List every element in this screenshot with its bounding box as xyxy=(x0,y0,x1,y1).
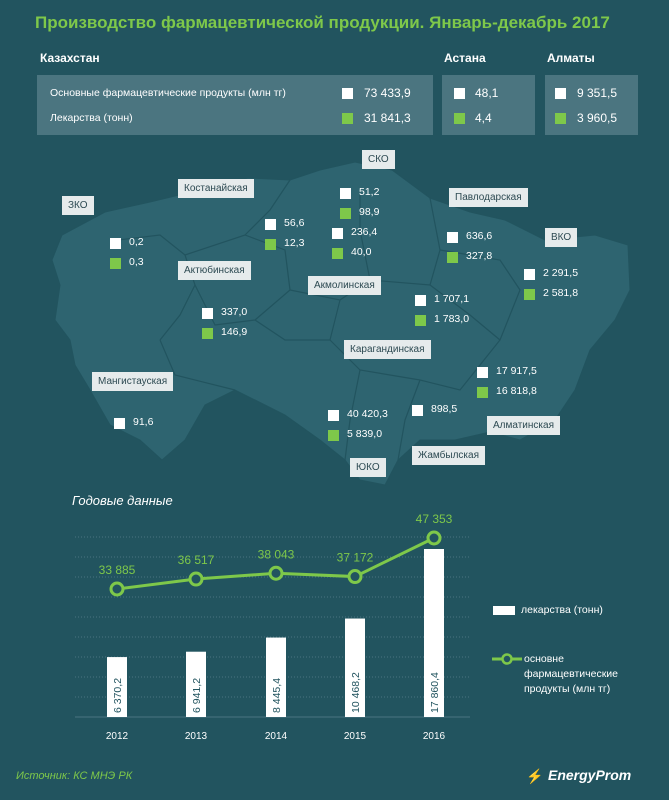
x-tick-label: 2014 xyxy=(264,731,288,742)
region-green-value: 12,3 xyxy=(284,237,305,249)
region-label-sko: СКО xyxy=(362,150,395,169)
region-label-kostanay: Костанайская xyxy=(178,179,254,198)
x-tick-label: 2012 xyxy=(105,731,129,742)
region-label-akmola: Акмолинская xyxy=(308,276,381,295)
green-marker xyxy=(340,208,351,219)
lightning-icon: ⚡ xyxy=(526,768,544,784)
green-marker xyxy=(332,248,343,259)
kz-row-label-medicines: Лекарства (тонн) xyxy=(50,112,133,124)
source-note: Источник: КС МНЭ РК xyxy=(16,770,133,782)
legend-line-label-2: фармацевтические xyxy=(524,668,618,680)
white-marker xyxy=(340,188,351,199)
region-white-value: 91,6 xyxy=(133,416,154,428)
x-tick-label: 2013 xyxy=(184,731,208,742)
line-point xyxy=(190,573,202,585)
line-point xyxy=(111,583,123,595)
region-green-value: 16 818,8 xyxy=(496,385,537,397)
almaty-products-value: 9 351,5 xyxy=(577,86,618,100)
region-label-zko: ЗКО xyxy=(62,196,94,215)
almaty-medicines-value: 3 960,5 xyxy=(577,111,618,125)
white-marker xyxy=(447,232,458,243)
white-marker xyxy=(412,405,423,416)
green-marker xyxy=(110,258,121,269)
region-green-value: 146,9 xyxy=(221,326,248,338)
line-point xyxy=(270,567,282,579)
white-marker xyxy=(328,410,339,421)
legend-line-label-1: основне xyxy=(524,653,564,665)
white-marker xyxy=(454,88,465,99)
line-value-label: 36 517 xyxy=(177,553,215,568)
region-label-mangystau: Мангистауская xyxy=(92,372,173,391)
region-label-karaganda: Карагандинская xyxy=(344,340,431,359)
region-white-value: 236,4 xyxy=(351,226,378,238)
astana-medicines-value: 4,4 xyxy=(475,111,492,125)
kz-row-label-products: Основные фармацевтические продукты (млн тг) xyxy=(50,87,286,99)
region-green-value: 2 581,8 xyxy=(543,287,579,299)
white-marker xyxy=(477,367,488,378)
line-point xyxy=(428,532,440,544)
legend-line-swatch xyxy=(490,652,524,666)
region-white-value: 0,2 xyxy=(129,236,144,248)
line-point xyxy=(349,571,361,583)
green-marker xyxy=(454,113,465,124)
white-marker xyxy=(202,308,213,319)
legend-line-label-3: продукты (млн тг) xyxy=(524,683,611,695)
bar-value-label: 6 370,2 xyxy=(112,677,124,713)
x-tick-label: 2016 xyxy=(422,731,446,742)
bar-value-label: 17 860,4 xyxy=(429,672,441,713)
region-label-almaty-obl: Алматинская xyxy=(487,416,560,435)
white-marker xyxy=(342,88,353,99)
region-white-value: 1 707,1 xyxy=(434,293,470,305)
region-green-value: 40,0 xyxy=(351,246,372,258)
astana-header: Астана xyxy=(444,51,486,65)
white-marker xyxy=(555,88,566,99)
region-green-value: 1 783,0 xyxy=(434,313,470,325)
region-white-value: 337,0 xyxy=(221,306,248,318)
line-value-label: 47 353 xyxy=(415,512,453,526)
line-value-label: 37 172 xyxy=(336,550,374,565)
green-marker xyxy=(477,387,488,398)
green-marker xyxy=(555,113,566,124)
white-marker xyxy=(110,238,121,249)
kz-medicines-value: 31 841,3 xyxy=(364,111,411,125)
region-label-yuko: ЮКО xyxy=(350,458,386,477)
region-green-value: 327,8 xyxy=(466,250,493,262)
region-green-value: 98,9 xyxy=(359,206,380,218)
region-green-value: 5 839,0 xyxy=(347,428,383,440)
white-marker xyxy=(524,269,535,280)
bar-value-label: 6 941,2 xyxy=(191,677,203,713)
series-line xyxy=(117,538,434,589)
kazakhstan-header: Казахстан xyxy=(40,51,100,65)
region-white-value: 898,5 xyxy=(431,403,458,415)
region-green-value: 0,3 xyxy=(129,256,144,268)
region-white-value: 56,6 xyxy=(284,217,305,229)
green-marker xyxy=(524,289,535,300)
astana-products-value: 48,1 xyxy=(475,86,499,100)
region-label-vko: ВКО xyxy=(545,228,577,247)
almaty-panel xyxy=(545,75,638,135)
logo: EnergyProm xyxy=(548,767,632,783)
white-marker xyxy=(415,295,426,306)
bar-value-label: 8 445,4 xyxy=(271,677,283,713)
white-marker xyxy=(114,418,125,429)
bar-value-label: 10 468,2 xyxy=(350,672,362,713)
region-white-value: 17 917,5 xyxy=(496,365,537,377)
annual-chart xyxy=(0,500,669,750)
green-marker xyxy=(328,430,339,441)
legend-bar-swatch xyxy=(493,606,515,615)
region-label-aktobe: Актюбинская xyxy=(178,261,251,280)
kazakhstan-panel xyxy=(37,75,433,135)
astana-panel xyxy=(442,75,535,135)
chart-title: Годовые данные xyxy=(72,493,173,508)
white-marker xyxy=(332,228,343,239)
region-white-value: 636,6 xyxy=(466,230,493,242)
kz-products-value: 73 433,9 xyxy=(364,86,411,100)
region-label-zhambyl: Жамбылская xyxy=(412,446,485,465)
legend-bar-label: лекарства (тонн) xyxy=(521,604,603,616)
green-marker xyxy=(415,315,426,326)
green-marker xyxy=(202,328,213,339)
region-white-value: 2 291,5 xyxy=(543,267,579,279)
green-marker xyxy=(265,239,276,250)
white-marker xyxy=(265,219,276,230)
line-value-label: 38 043 xyxy=(257,547,295,562)
almaty-header: Алматы xyxy=(547,51,595,65)
green-marker xyxy=(447,252,458,263)
x-tick-label: 2015 xyxy=(343,731,367,742)
region-label-pavlodar: Павлодарская xyxy=(449,188,528,207)
green-marker xyxy=(342,113,353,124)
line-value-label: 33 885 xyxy=(98,563,136,577)
region-white-value: 51,2 xyxy=(359,186,380,198)
page-title: Производство фармацевтической продукции. Январь-декабрь 2017 xyxy=(35,13,610,32)
region-white-value: 40 420,3 xyxy=(347,408,388,420)
